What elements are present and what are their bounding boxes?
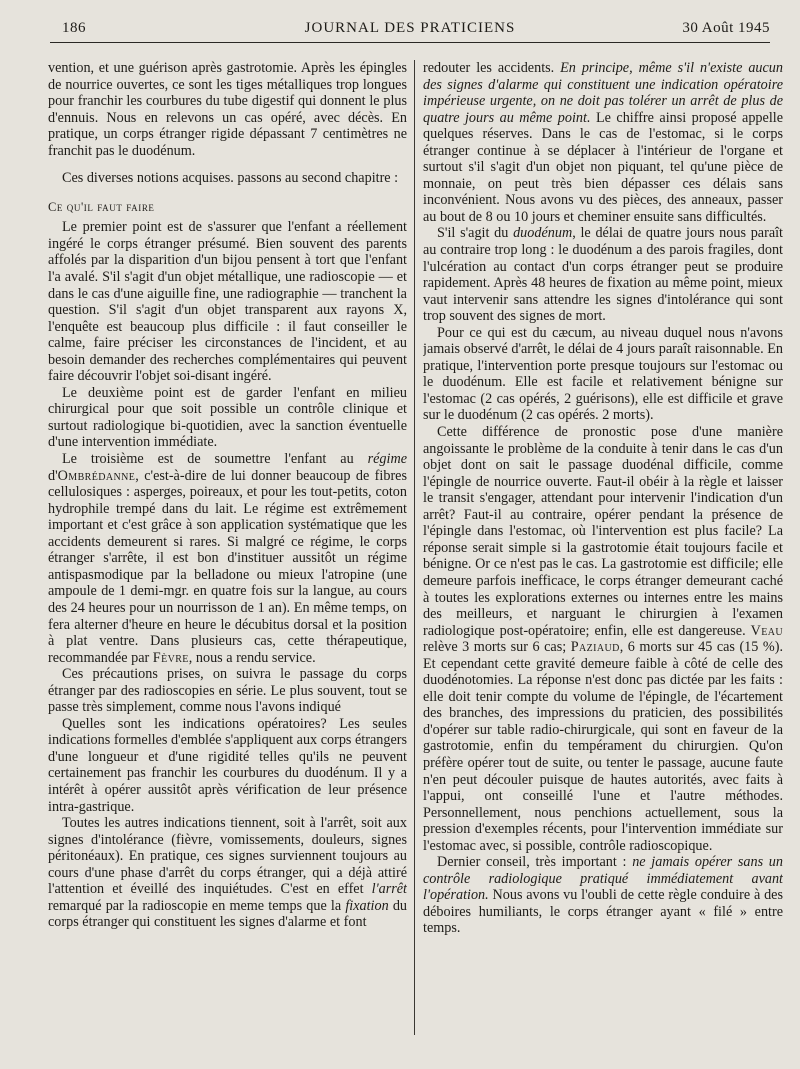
right-column	[423, 60, 783, 1060]
text-run: , le délai de quatre jours nous paraît au contraire trop long : le duodénum a des parois fragiles, dont l'ulcération au contact d'un corps étranger peut se produire rapidement. Après 48 heures de fixation au même point, mieux vaut intervenir sans attendre les signes d'intolérance qui sont trop souvent des signes de mort.	[423, 225, 783, 325]
paragraph: Le premier point est de s'assurer que l'enfant a réellement ingéré le corps étranger présumé. Bien souvent des parents affolés par la disparition d'un bijou pensent à tort que l'enfant l'a avalé. S'il s'agit d'un objet métallique, une radioscopie — et dans le cas d'une aiguille fine, une radiographie — tranchent la question. S'il s'agit d'un objet transparent aux rayons X, l'enquête est beaucoup plus difficile : il faut conseiller le calme, faire préciser les circonstances de l'incident, et au besoin demander des recherches complémentaires qui peuvent faire découvrir l'objet soi-disant ingéré.	[48, 219, 407, 385]
section-heading: Ce qu'il faut faire	[48, 199, 155, 214]
text-run: , c'est-à-dire de lui donner beaucoup de fibres cellulosiques : asperges, poireaux, et pour les tout-petits, coton hydrophile trempé dans du lait. Le régime est extrêmement important et c'est grâce à son application systématique que les accidents demeurent si rares. Si malgré ce régime, le corps étranger s'arrête, il est bon d'instituer aussitôt un régime antispasmodique par la belladone ou mieux l'atropine (une ampoule de 1 demi-mgr. en quatre fois sur la langue, au cours des 24 heures pour un nourrisson de 1 an). En même temps, on fera alterner d'heure en heure le décubitus dorsal et la position à plat ventre. Dans plusieurs cas, cette thérapeutique, recommandée par	[48, 467, 407, 666]
emphasis: En principe, même s'il n'existe aucun des signes d'alarme qui constituent une indication opératoire impérieuse urgente, on ne doit pas tolérer un arrêt de plus de quatre jours au même point.	[423, 60, 783, 126]
emphasis: l'arrêt	[371, 881, 407, 898]
text-run: redouter les accidents.	[423, 60, 561, 76]
text-run: Le chiffre ainsi proposé appelle quelques réserves. Dans le cas de l'estomac, si le corps étranger continue à se déplacer à l'intérieur de l'organe et surtout s'il s'agit d'un objet non piquant, tel qu'une pièce de monnaie, on peut très bien dépasser ces délais sans inconvénient. Nous avons vu des pièces, des anneaux, passer au bout de 8 ou 10 jours et cheminer ensuite sans difficultés.	[423, 109, 783, 225]
page-number: 186	[62, 20, 86, 36]
text-run: Le troisième est de soumettre l'enfant au	[62, 451, 368, 468]
paragraph: Ces précautions prises, on suivra le passage du corps étranger par des radioscopies en série. Le plus souvent, tout se passe très simplement, comme nous l'avons indiqué	[48, 666, 407, 716]
text-run: Nous avons vu l'oubli de cette règle conduire à des déboires humiliants, le corps étranger ayant « filé » entre temps.	[423, 887, 783, 937]
column-divider	[414, 60, 415, 1035]
paragraph: Ces diverses notions acquises. passons au second chapitre :	[62, 170, 399, 187]
author-name: Fèvre	[152, 649, 189, 666]
paragraph	[48, 815, 407, 931]
running-header	[50, 16, 770, 42]
paragraph: vention, et une guérison après gastrotomie. Après les épingles de nourrice ouvertes, ce sont les tiges métalliques trop longues pour franchir les courbures du tube digestif qui donnent le plus d'ennuis. Nous en relevons un cas opéré, avec décès. En pratique, un corps étranger rigide dépassant 7 centimètres ne franchit pas le duodénum.	[48, 60, 407, 159]
text-run: , nous a rendu service.	[188, 649, 316, 666]
text-run: d'	[48, 467, 58, 484]
paragraph: Pour ce qui est du cæcum, au niveau duquel nous n'avons jamais observé d'arrêt, le délai de 4 jours paraît raisonnable. En pratique, l'intervention porte presque toujours sur l'estomac ou le duodénum. Elle est facile et relativement bénigne sur l'estomac (2 cas opérés, 2 guérisons), elle est difficile et grave sur le duodénum (2 cas opérés. 2 morts).	[423, 324, 783, 424]
paragraph: Quelles sont les indications opératoires? Les seules indications formelles d'emblée s'appliquent aux corps étrangers d'une longueur et d'une rigidité telles qu'ils ne peuvent certainement pas franchir les courbures du duodénum. Il y a intérêt à opérer aussitôt après vérification de leur présence intra-gastrique.	[48, 715, 407, 815]
text-run: Cette différence de pronostic pose d'une manière angoissante le problème de la conduite à tenir dans le cas d'un objet dont on sait le passage duodénal difficile, comme l'épingle de nourrice ouverte. Faut-il obéir à la règle et laisser le transit s'engager, attendant pour intervenir l'indication d'un arrêt? Faut-il au contraire, opérer pendant la présence de l'épingle dans l'estomac, où l'intervention est plus facile? La réponse serait simple si la gastrotomie était toujours facile et bénigne. Or ce n'est pas le cas. La gastrotomie est difficile; elle demeure parfois inefficace, le corps étranger demeurant caché à toutes les explorations externes ou internes entre les mains des meilleurs, et narguant le chirurgien à l'examen radiologique post-opératoire; enfin, elle est dangereuse.	[423, 424, 783, 639]
author-name: Ombrédanne	[57, 467, 136, 484]
paragraph	[423, 225, 783, 324]
text-run: , 6 morts sur 45 cas (15 %). Et cependant cette gravité demeure faible à côté de celle des duodénotomies. La réponse n'est donc pas dictée par les faits : elle doit tenir compte du volume de l'épingle, de l'écartement des branches, des impressions du praticien, des possibilités d'opérer sur table radio-chirurgicale, qui sont en faveur de la gastrotomie, enfin du tempérament du chirurgien. Qu'on préfère opérer tout de suite, ou tenter le passage, aucune faute n'en peut découler puisque de hautes autorités, avec faits à l'appui, ont conseillé l'une et l'autre méthodes. Personnellement, nous penchions actuellement, sous la pression d'exemples récents, pour l'intervention immédiate sur l'estomac avec, si possible, contrôle radioscopique.	[423, 639, 783, 854]
header-rule	[50, 42, 770, 43]
left-column	[48, 60, 407, 1060]
emphasis: fixation	[345, 897, 389, 914]
issue-date: 30 Août 1945	[682, 20, 770, 36]
paragraph	[423, 60, 783, 225]
emphasis: régime	[367, 451, 407, 468]
journal-title: JOURNAL DES PRATICIENS	[304, 20, 516, 36]
text-run: du corps étranger qui constituent les signes d'alarme et font	[48, 897, 407, 931]
text-run: Dernier conseil, très important :	[437, 854, 633, 871]
paragraph	[48, 451, 407, 666]
text-run: S'il s'agit du	[437, 225, 514, 242]
author-name: Veau	[750, 622, 783, 639]
emphasis: ne jamais opérer sans un contrôle radiologique pratiqué immédiatement avant l'opération.	[423, 854, 783, 904]
text-run: relève 3 morts sur 6 cas;	[423, 639, 571, 656]
author-name: Paziaud	[570, 639, 620, 656]
text-run: remarqué par la radioscopie en meme temps que la	[48, 897, 346, 914]
paragraph	[423, 854, 783, 937]
paragraph	[423, 424, 783, 854]
text-run: Toutes les autres indications tiennent, soit à l'arrêt, soit aux signes d'intolérance (fièvre, vomissements, douleurs, signes péritonéaux). En pratique, ces signes surviennent toujours au cours d'une phase d'arrêt du corps étranger, qui a déjà attiré l'attention et éveillé des inquiétudes. C'est en effet	[48, 815, 407, 898]
emphasis: duodénum	[513, 225, 573, 242]
paragraph: Le deuxième point est de garder l'enfant en milieu chirurgical pour que soit possible un contrôle clinique et surtout radiologique bi-quotidien, avec la sanction éventuelle d'une intervention immédiate.	[48, 384, 407, 451]
